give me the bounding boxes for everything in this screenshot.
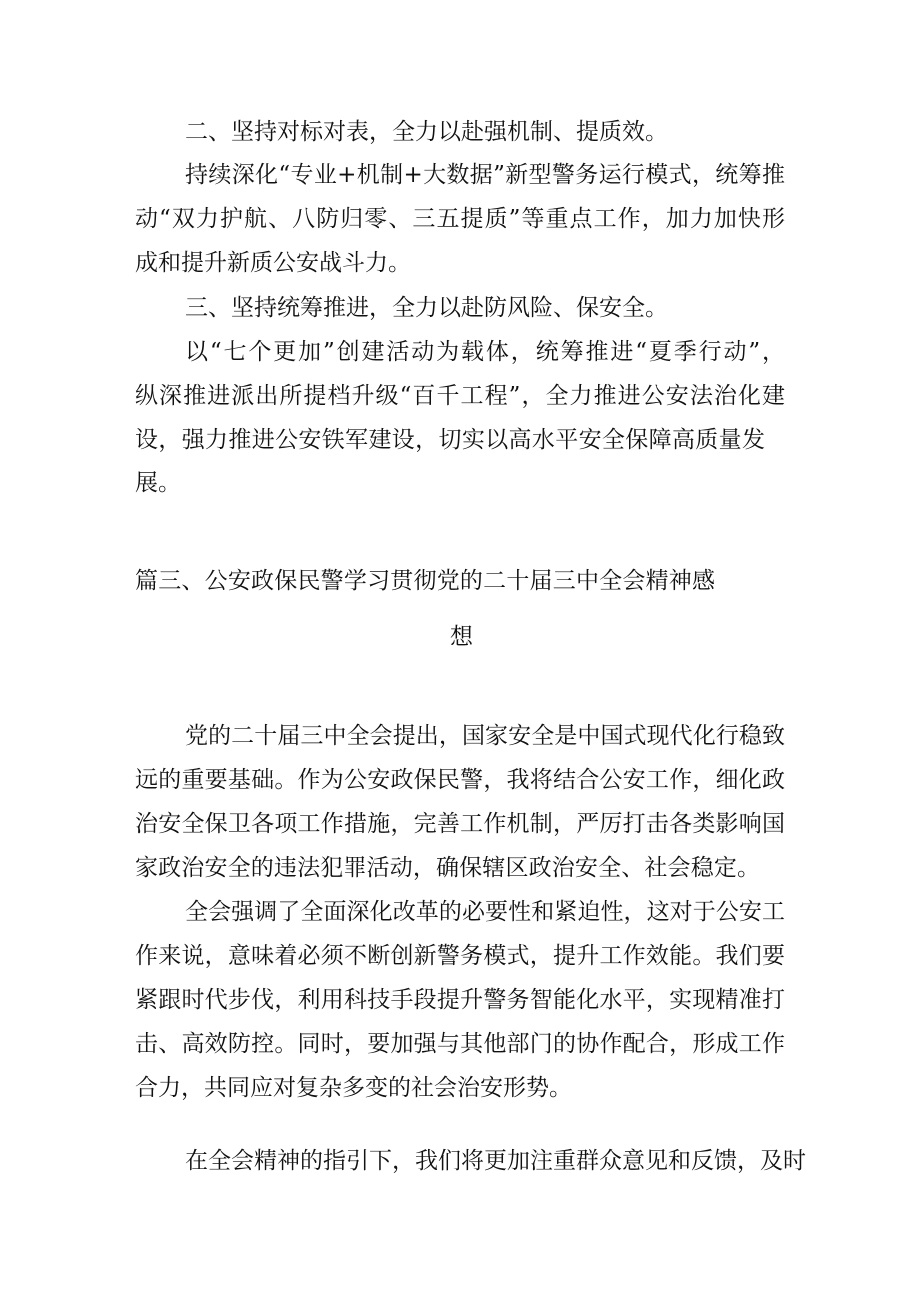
paragraph-line: 治安全保卫各项工作措施，完善工作机制，严厉打击各类影响国 [135, 811, 785, 837]
paragraph-line: 党的二十届三中全会提出，国家安全是中国式现代化行稳致 [185, 723, 785, 749]
section-heading-2: 二、坚持对标对表，全力以赴强机制、提质效。 [185, 119, 668, 145]
paragraph-line: 全会强调了全面深化改革的必要性和紧迫性，这对于公安工 [185, 899, 785, 925]
article-title: 篇三、公安政保民警学习贯彻党的二十届三中全会精神感 [135, 568, 715, 594]
paragraph-line: 动“双力护航、八防归零、三五提质”等重点工作，加力加快形 [135, 206, 785, 232]
section-heading-3: 三、坚持统筹推进，全力以赴防风险、保安全。 [185, 295, 668, 321]
paragraph-line: 合力，共同应对复杂多变的社会治安形势。 [135, 1075, 572, 1101]
paragraph-line: 在全会精神的指引下，我们将更加注重群众意见和反馈，及时 [185, 1148, 806, 1174]
paragraph-line: 以“七个更加”创建活动为载体，统筹推进“夏季行动”， [185, 339, 785, 365]
paragraph-line: 作来说，意味着必须不断创新警务模式，提升工作效能。我们要 [135, 943, 785, 969]
paragraph-line: 紧跟时代步伐，利用科技手段提升警务智能化水平，实现精准打 [135, 987, 785, 1013]
paragraph-line: 纵深推进派出所提档升级“百千工程”，全力推进公安法治化建 [135, 383, 785, 409]
paragraph-line: 击、高效防控。同时，要加强与其他部门的协作配合，形成工作 [135, 1031, 785, 1057]
article-title-continued: 想 [450, 624, 473, 650]
paragraph-line: 设，强力推进公安铁军建设，切实以高水平安全保障高质量发 [135, 427, 765, 453]
paragraph-line: 展。 [135, 470, 181, 496]
paragraph-line: 成和提升新质公安战斗力。 [135, 250, 411, 276]
paragraph-line: 持续深化“专业+机制+大数据”新型警务运行模式，统筹推 [185, 162, 785, 188]
paragraph-line: 家政治安全的违法犯罪活动，确保辖区政治安全、社会稳定。 [135, 855, 760, 881]
paragraph-line: 远的重要基础。作为公安政保民警，我将结合公安工作，细化政 [135, 767, 785, 793]
